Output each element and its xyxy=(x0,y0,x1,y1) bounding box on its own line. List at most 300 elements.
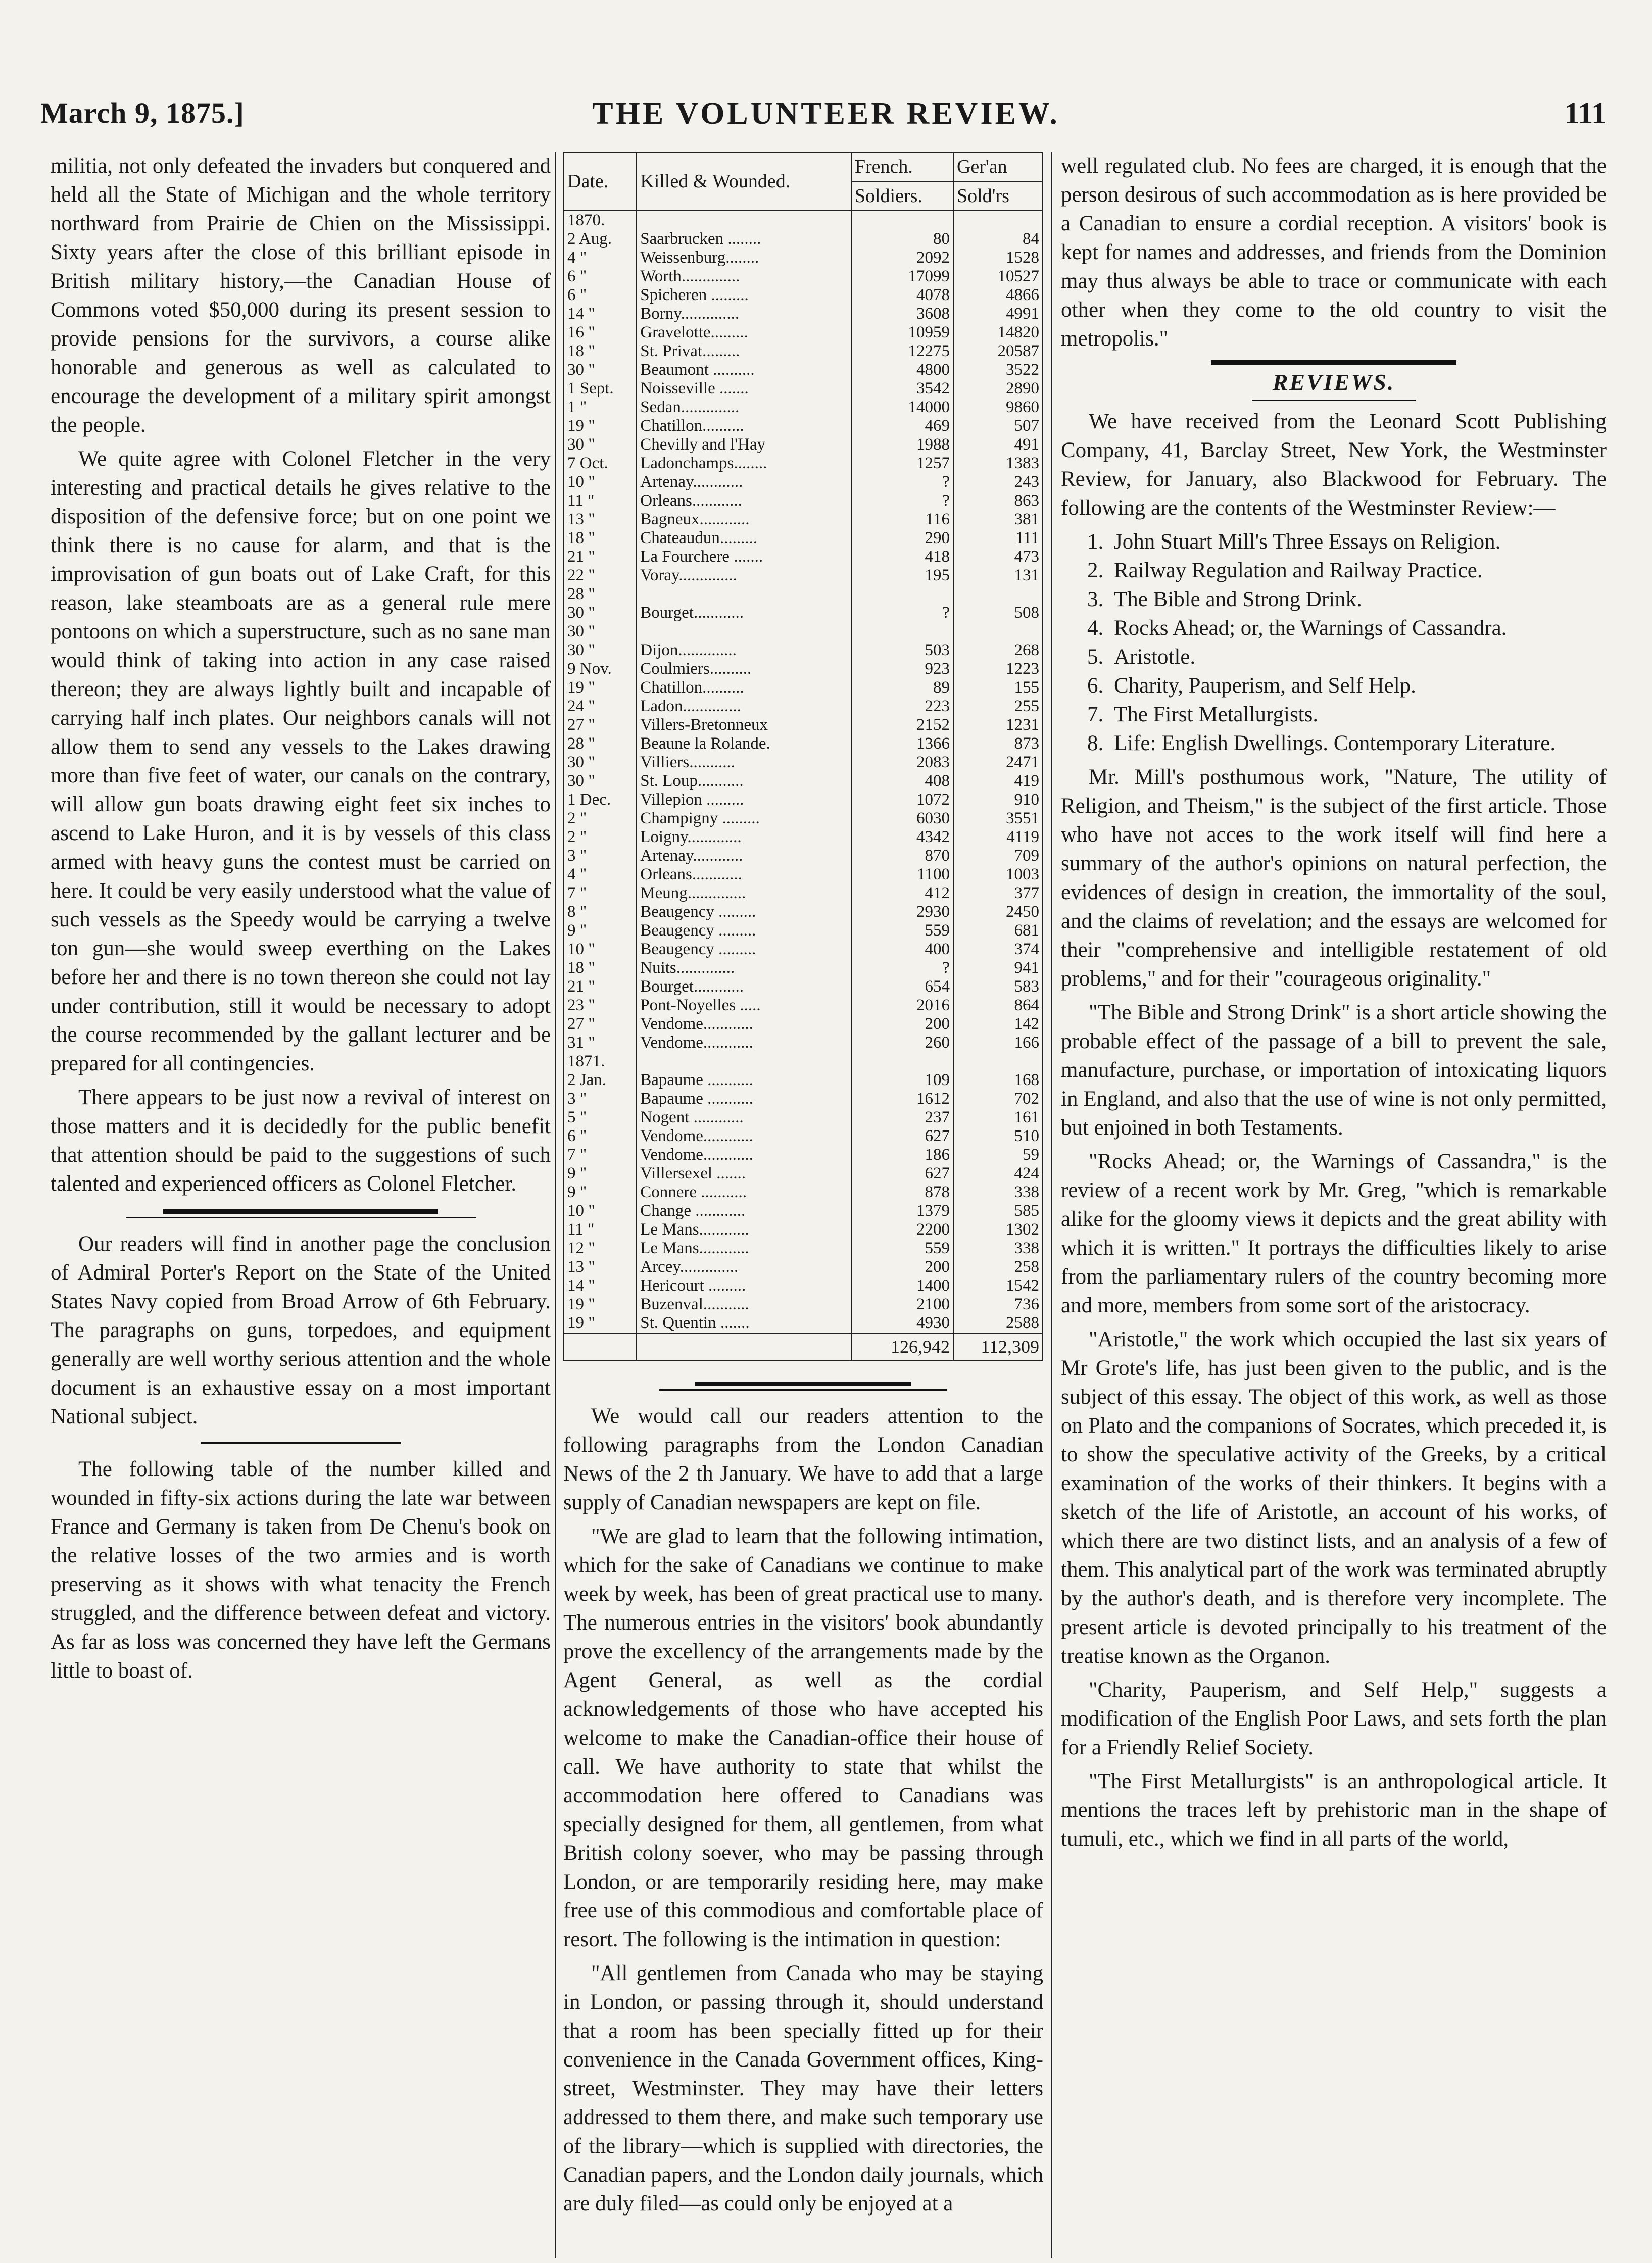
cell-place: Worth.............. xyxy=(637,267,851,286)
cell-date: 5 " xyxy=(564,1108,637,1127)
cell-place xyxy=(637,1052,851,1071)
cell-german: 168 xyxy=(953,1071,1043,1090)
cell-date: 9 Nov. xyxy=(564,660,637,678)
cell-place: Bapaume ........... xyxy=(637,1090,851,1108)
table-row xyxy=(564,529,1043,548)
section-rule xyxy=(51,1209,551,1218)
cell-french: 1366 xyxy=(851,734,953,753)
cell-german: 2471 xyxy=(953,753,1043,772)
cell-place: Borny.............. xyxy=(637,305,851,323)
cell-place: Villepion ......... xyxy=(637,791,851,809)
cell-place xyxy=(637,585,851,604)
cell-german: 10527 xyxy=(953,267,1043,286)
cell-place: Nuits.............. xyxy=(637,959,851,977)
cell-german: 111 xyxy=(953,529,1043,548)
paragraph: "All gentlemen from Canada who may be staying in London, or passing through it, should understand that a room has been specially fitted up for their convenience in the Canada Government offices, King-street, Westminster. They may have their letters addressed to them there, and make such temporary use of the library—which is supplied with directories, the Canadian papers, and the London daily journals, which are duly filed—as could only be enjoyed at a xyxy=(563,1961,1043,2216)
cell-french: 1100 xyxy=(851,865,953,884)
cell-french: 559 xyxy=(851,1239,953,1258)
cell-place: Vendome............ xyxy=(637,1034,851,1052)
table-row xyxy=(564,678,1043,697)
cell-place: Connere ........... xyxy=(637,1183,851,1202)
cell-place: Le Mans............ xyxy=(637,1220,851,1239)
cell-french: 1379 xyxy=(851,1202,953,1220)
cell-french: 418 xyxy=(851,548,953,566)
table-row xyxy=(564,230,1043,249)
cell-german: 166 xyxy=(953,1034,1043,1052)
cell-french: 408 xyxy=(851,772,953,791)
table-row xyxy=(564,211,1043,230)
cell-german: 131 xyxy=(953,566,1043,585)
page-number: 111 xyxy=(1564,96,1607,130)
cell-german: 161 xyxy=(953,1108,1043,1127)
cell-date: 1 Dec. xyxy=(564,791,637,809)
paragraph: "Rocks Ahead; or, the Warnings of Cassandra," is the review of a recent work by Mr. Greg, "which is remarkable alike for the gloomy views it depicts and the great ability with which it is written." It portrays the difficulties likely to arise from the parliamentary rulers of the country becoming more and more, members from some sort of the aristocracy. xyxy=(1061,1150,1607,1317)
cell-french: 400 xyxy=(851,940,953,959)
cell-place: Artenay............ xyxy=(637,847,851,865)
cell-place: Sedan.............. xyxy=(637,398,851,417)
cell-german: 864 xyxy=(953,996,1043,1015)
cell-german: 377 xyxy=(953,884,1043,903)
cell-french: 2016 xyxy=(851,996,953,1015)
cell-german: 2588 xyxy=(953,1314,1043,1333)
table-row xyxy=(564,1127,1043,1146)
cell-french: 260 xyxy=(851,1034,953,1052)
cell-date: 30 " xyxy=(564,641,637,660)
cell-place: Weissenburg........ xyxy=(637,249,851,267)
column-divider xyxy=(1051,152,1052,2258)
table-row xyxy=(564,1295,1043,1314)
newspaper-title: THE VOLUNTEER REVIEW. xyxy=(592,96,1060,131)
cell-german: 709 xyxy=(953,847,1043,865)
cell-place: Nogent ............ xyxy=(637,1108,851,1127)
table-row xyxy=(564,323,1043,342)
cell-french: 2152 xyxy=(851,716,953,734)
table-row xyxy=(564,342,1043,361)
cell-french: 412 xyxy=(851,884,953,903)
cell-german: 4866 xyxy=(953,286,1043,305)
cell-german: 142 xyxy=(953,1015,1043,1034)
cell-date: 2 " xyxy=(564,828,637,847)
cell-date: 16 " xyxy=(564,323,637,342)
table-row xyxy=(564,959,1043,977)
cell-date: 10 " xyxy=(564,940,637,959)
cell-place: Villiers........... xyxy=(637,753,851,772)
cell-french: 12275 xyxy=(851,342,953,361)
table-row xyxy=(564,1314,1043,1333)
column-2 xyxy=(563,152,1043,2223)
cell-date: 3 " xyxy=(564,1090,637,1108)
cell-german: 3551 xyxy=(953,809,1043,828)
cell-place: Bagneux............ xyxy=(637,510,851,529)
cell-date: 19 " xyxy=(564,417,637,435)
cell-french: 116 xyxy=(851,510,953,529)
cell-place: Loigny............. xyxy=(637,828,851,847)
cell-date: 4 " xyxy=(564,865,637,884)
cell-german: 873 xyxy=(953,734,1043,753)
cell-french: 200 xyxy=(851,1015,953,1034)
table-row xyxy=(564,1090,1043,1108)
cell-date: 9 " xyxy=(564,1164,637,1183)
paragraph: Our readers will find in another page the conclusion of Admiral Porter's Report on the State of the United States Navy copied from Broad Arrow of 6th February. The paragraphs on guns, torpedoes, and equipment generally are well worthy serious attention and the whole document is an exhaustive essay on a most important National subject. xyxy=(51,1232,551,1429)
cell-german: 736 xyxy=(953,1295,1043,1314)
cell-date: 7 " xyxy=(564,1146,637,1164)
table-row xyxy=(564,1164,1043,1183)
cell-date: 18 " xyxy=(564,959,637,977)
masthead xyxy=(40,96,1612,152)
cell-french: 200 xyxy=(851,1258,953,1276)
cell-date: 7 Oct. xyxy=(564,454,637,473)
column-3 xyxy=(1061,152,1607,1858)
cell-french: 17099 xyxy=(851,267,953,286)
cell-date: 19 " xyxy=(564,1295,637,1314)
cell-french: 2083 xyxy=(851,753,953,772)
cell-date: 24 " xyxy=(564,697,637,716)
cell-german: 491 xyxy=(953,435,1043,454)
cell-german: 702 xyxy=(953,1090,1043,1108)
table-row xyxy=(564,491,1043,510)
cell-german: 3522 xyxy=(953,361,1043,379)
cell-french: 627 xyxy=(851,1127,953,1146)
cell-german: 258 xyxy=(953,1258,1043,1276)
cell-german: 508 xyxy=(953,604,1043,622)
table-row xyxy=(564,286,1043,305)
cell-date: 19 " xyxy=(564,678,637,697)
cell-place: Bapaume ........... xyxy=(637,1071,851,1090)
table-row xyxy=(564,734,1043,753)
cell-place xyxy=(637,211,851,230)
paragraph: The following table of the number killed and wounded in fifty-six actions during the late war between France and Germany is taken from De Chenu's book on the relative losses of the two armies and is worth preserving as it shows with what tenacity the French struggled, and the difference between defeat and victory. As far as loss was concerned they have left the Germans little to boast of. xyxy=(51,1457,551,1683)
cell-date: 21 " xyxy=(564,977,637,996)
cell-date: 10 " xyxy=(564,473,637,491)
cell-french: 4930 xyxy=(851,1314,953,1333)
cell-french: 2092 xyxy=(851,249,953,267)
cell-french: 1612 xyxy=(851,1090,953,1108)
cell-french: 89 xyxy=(851,678,953,697)
cell-german: 59 xyxy=(953,1146,1043,1164)
table-row xyxy=(564,305,1043,323)
cell-french: 2100 xyxy=(851,1295,953,1314)
list-item: 8. Life: English Dwellings. Contemporary Literature. xyxy=(1109,729,1607,758)
cell-place: Meung.............. xyxy=(637,884,851,903)
cell-german: 863 xyxy=(953,491,1043,510)
cell-french: 290 xyxy=(851,529,953,548)
cell-german: 910 xyxy=(953,791,1043,809)
section-rule xyxy=(51,1442,551,1444)
list-item: 4. Rocks Ahead; or, the Warnings of Cassandra. xyxy=(1109,614,1607,643)
list-item: 5. Aristotle. xyxy=(1109,643,1607,671)
cell-date: 30 " xyxy=(564,772,637,791)
cell-german: 4119 xyxy=(953,828,1043,847)
cell-french: 878 xyxy=(851,1183,953,1202)
cell-place: St. Privat......... xyxy=(637,342,851,361)
cell-place: Le Mans............ xyxy=(637,1239,851,1258)
cell-place: Chatillon.......... xyxy=(637,678,851,697)
table-row xyxy=(564,1202,1043,1220)
table-row xyxy=(564,641,1043,660)
cell-german: 268 xyxy=(953,641,1043,660)
cell-date: 8 " xyxy=(564,903,637,921)
cell-place: Artenay............ xyxy=(637,473,851,491)
list-item: 1. John Stuart Mill's Three Essays on Religion. xyxy=(1109,527,1607,556)
table-row xyxy=(564,1146,1043,1164)
paragraph: well regulated club. No fees are charged, it is enough that the person desirous of such accommodation as is here provided be a Canadian to ensure a cordial reception. A visitors' book is kept for names and addresses, and friends from the Dominion may thus always be able to trace or communicate with each other when they come to the old country to visit the metropolis." xyxy=(1061,154,1607,351)
cell-french: 109 xyxy=(851,1071,953,1090)
cell-german: 20587 xyxy=(953,342,1043,361)
cell-french: 870 xyxy=(851,847,953,865)
cell-date: 2 Jan. xyxy=(564,1071,637,1090)
paragraph: There appears to be just now a revival of interest on those matters and it is decidedly for the public benefit that attention should be paid to the suggestions of such talented and experienced officers as Colonel Fletcher. xyxy=(51,1086,551,1196)
cell-date: 11 " xyxy=(564,1220,637,1239)
paragraph: We would call our readers attention to the following paragraphs from the London Canadian News of the 2 th January. We have to add that a large supply of Canadian newspapers are kept on file. xyxy=(563,1404,1043,1514)
cell-date: 23 " xyxy=(564,996,637,1015)
cell-french xyxy=(851,622,953,641)
cell-date: 28 " xyxy=(564,585,637,604)
cell-place: Beaugency ......... xyxy=(637,903,851,921)
cell-place: Beaugency ......... xyxy=(637,940,851,959)
table-row xyxy=(564,884,1043,903)
cell-german: 2890 xyxy=(953,379,1043,398)
cell-date: 31 " xyxy=(564,1034,637,1052)
cell-date: 13 " xyxy=(564,1258,637,1276)
cell-place xyxy=(637,1333,851,1361)
cell-place: Villers-Bretonneux xyxy=(637,716,851,734)
cell-german: 1528 xyxy=(953,249,1043,267)
cell-place: Beaumont .......... xyxy=(637,361,851,379)
cell-date: 18 " xyxy=(564,529,637,548)
table-row xyxy=(564,1015,1043,1034)
cell-french xyxy=(851,585,953,604)
cell-french: ? xyxy=(851,604,953,622)
cell-place: Chevilly and l'Hay xyxy=(637,435,851,454)
cell-place: Hericourt ......... xyxy=(637,1276,851,1295)
paragraph: We have received from the Leonard Scott Publishing Company, 41, Barclay Street, New York, the Westminster Review, for January, also Blackwood for February. The following are the contents of the Westminster Review:— xyxy=(1061,410,1607,520)
table-row xyxy=(564,772,1043,791)
cell-place: Vendome............ xyxy=(637,1146,851,1164)
cell-date: 11 " xyxy=(564,491,637,510)
column-divider xyxy=(555,152,556,2258)
cell-french: ? xyxy=(851,473,953,491)
cell-german: 338 xyxy=(953,1183,1043,1202)
cell-date: 13 " xyxy=(564,510,637,529)
table-row xyxy=(564,716,1043,734)
cell-date: 30 " xyxy=(564,361,637,379)
cell-date: 22 " xyxy=(564,566,637,585)
paragraph: "The Bible and Strong Drink" is a short article showing the probable effect of the passage of a bill to prevent the sale, manufacture, purchase, or importation of intoxicating liquors in England, and also that the use of wine is not only permitted, but enjoined in both Testaments. xyxy=(1061,1001,1607,1140)
cell-date: 2 Aug. xyxy=(564,230,637,249)
cell-french: 223 xyxy=(851,697,953,716)
cell-place: Voray.............. xyxy=(637,566,851,585)
header-french: French. xyxy=(851,152,953,181)
cell-place: Villersexel ....... xyxy=(637,1164,851,1183)
cell-french: 186 xyxy=(851,1146,953,1164)
cell-place: Change ............ xyxy=(637,1202,851,1220)
cell-place: Buzenval........... xyxy=(637,1295,851,1314)
cell-german: 4991 xyxy=(953,305,1043,323)
cell-place: Vendome............ xyxy=(637,1015,851,1034)
cell-german: 941 xyxy=(953,959,1043,977)
table-row xyxy=(564,249,1043,267)
table-row xyxy=(564,1071,1043,1090)
cell-place: Gravelotte......... xyxy=(637,323,851,342)
cell-french: 503 xyxy=(851,641,953,660)
table-row xyxy=(564,791,1043,809)
cell-date: 6 " xyxy=(564,286,637,305)
cell-french: 237 xyxy=(851,1108,953,1127)
paragraph: We quite agree with Colonel Fletcher in the very interesting and practical details he gives relative to the disposition of the defensive force; but on one point we think there is no cause for alarm, and that is the improvisation of gun boats out of Lake Craft, for this reason, lake steamboats are as a general rule mere pontoons on which a superstructure, such as no sane man would think of taking into action in any case raised thereon; they are always lightly built and incapable of carrying half inch plates. Our neighbors canals will not allow them to send any vessels to the Lakes drawing more than five feet of water, our canals on the contrary, will allow gun boats drawing eight feet six inches to ascend to Lake Huron, and it is by vessels of this class armed with heavy guns the contest must be carried on here. It could be very easily understood what the value of such vessels as the Speedy would be carrying a twelve ton gun—she would sweep everthing on the Lakes before her and there is no town thereon she could not lay under contribution, still it would be necessary to adopt the course recommended by the gallant lecturer and be prepared for all contingencies. xyxy=(51,447,551,1075)
cell-german: 510 xyxy=(953,1127,1043,1146)
cell-german: 338 xyxy=(953,1239,1043,1258)
cell-date: 30 " xyxy=(564,604,637,622)
cell-place xyxy=(637,622,851,641)
cell-place: Vendome............ xyxy=(637,1127,851,1146)
paragraph: "Aristotle," the work which occupied the last six years of Mr Grote's life, has just been given to the public, and is the subject of this essay. The object of this work, as well as those on Plato and the companions of Socrates, which preceded it, is to show the speculative activity of the Greeks, by a critical examination of the works of their thinkers. It begins with a sketch of the life of Aristotle, an account of his works, of which there are two distinct lists, and an analysis of a few of them. This analytical part of the work was terminated abruptly by the author's death, and is therefore very incomplete. The present article is devoted principally to his treatment of the treatise known as the Organon. xyxy=(1061,1327,1607,1668)
cell-german: 473 xyxy=(953,548,1043,566)
table-row xyxy=(564,604,1043,622)
cell-date: 7 " xyxy=(564,884,637,903)
list-item: 3. The Bible and Strong Drink. xyxy=(1109,585,1607,614)
table-row xyxy=(564,660,1043,678)
cell-french: 469 xyxy=(851,417,953,435)
cell-german xyxy=(953,622,1043,641)
cell-german: 84 xyxy=(953,230,1043,249)
cell-french: 14000 xyxy=(851,398,953,417)
table-row xyxy=(564,1108,1043,1127)
table-row xyxy=(564,996,1043,1015)
cell-date: 3 " xyxy=(564,847,637,865)
table-row xyxy=(564,903,1043,921)
cell-date: 27 " xyxy=(564,716,637,734)
section-rule xyxy=(563,1382,1043,1391)
cell-date: 9 " xyxy=(564,1183,637,1202)
cell-french: 4078 xyxy=(851,286,953,305)
cell-place: Chatillon.......... xyxy=(637,417,851,435)
cell-french: 3542 xyxy=(851,379,953,398)
issue-date: March 9, 1875.] xyxy=(40,96,245,129)
cell-date: 1870. xyxy=(564,211,637,230)
table-row xyxy=(564,267,1043,286)
cell-place: Ladon.............. xyxy=(637,697,851,716)
cell-date: 19 " xyxy=(564,1314,637,1333)
cell-place: Orleans............ xyxy=(637,865,851,884)
cell-date: 30 " xyxy=(564,435,637,454)
cell-german: 255 xyxy=(953,697,1043,716)
paragraph: "Charity, Pauperism, and Self Help," suggests a modification of the English Poor Laws, and sets forth the plan for a Friendly Relief Society. xyxy=(1061,1678,1607,1759)
cell-french: 4800 xyxy=(851,361,953,379)
paragraph: "We are glad to learn that the following intimation, which for the sake of Canadians we continue to make week by week, has been of great practical use to many. The numerous entries in the visitors' book abundantly prove the excellency of the arrangements made by the Agent General, as well as the cordial acknowledgements of those who have accepted his welcome to make the Canadian-office their house of call. We have authority to state that whilst the accommodation here offered to Canadians was specially designed for them, all gentlemen, from what British colony soever, who may be passing through London, or are temporarily residing here, may make free use of this commodious and comfortable place of resort. The following is the intimation in question: xyxy=(563,1524,1043,1951)
casualties-table xyxy=(563,152,1043,1361)
section-rule xyxy=(1061,360,1607,365)
review-contents-list xyxy=(1061,527,1607,758)
cell-german: 1542 xyxy=(953,1276,1043,1295)
cell-french: ? xyxy=(851,959,953,977)
cell-place: Champigny ......... xyxy=(637,809,851,828)
table-row xyxy=(564,566,1043,585)
list-item: 2. Railway Regulation and Railway Practice. xyxy=(1109,556,1607,585)
cell-german: 424 xyxy=(953,1164,1043,1183)
cell-place: Orleans............ xyxy=(637,491,851,510)
cell-german: 9860 xyxy=(953,398,1043,417)
cell-date: 6 " xyxy=(564,1127,637,1146)
list-item: 6. Charity, Pauperism, and Self Help. xyxy=(1109,671,1607,700)
cell-place: Arcey.............. xyxy=(637,1258,851,1276)
table-row xyxy=(564,1052,1043,1071)
table-row xyxy=(564,1183,1043,1202)
cell-date: 30 " xyxy=(564,753,637,772)
cell-date: 1 Sept. xyxy=(564,379,637,398)
cell-german: 243 xyxy=(953,473,1043,491)
cell-french: 1257 xyxy=(851,454,953,473)
table-row xyxy=(564,1239,1043,1258)
table-row xyxy=(564,622,1043,641)
cell-date: 1871. xyxy=(564,1052,637,1071)
cell-german: 1003 xyxy=(953,865,1043,884)
cell-place: Spicheren ......... xyxy=(637,286,851,305)
cell-german: 374 xyxy=(953,940,1043,959)
cell-german: 2450 xyxy=(953,903,1043,921)
cell-place: Beaune la Rolande. xyxy=(637,734,851,753)
cell-place: Beaugency ......... xyxy=(637,921,851,940)
reviews-heading: REVIEWS. xyxy=(1061,368,1607,401)
cell-place: Bourget............ xyxy=(637,604,851,622)
cell-french: 4342 xyxy=(851,828,953,847)
table-row xyxy=(564,1258,1043,1276)
cell-place: Ladonchamps........ xyxy=(637,454,851,473)
table-row xyxy=(564,865,1043,884)
table-total-row xyxy=(564,1333,1043,1361)
cell-date xyxy=(564,1333,637,1361)
paragraph: militia, not only defeated the invaders but conquered and held all the State of Michigan and the whole territory northward from Prairie de Chien on the Mississippi. Sixty years after the close of this brilliant episode in British military history,—the Canadian House of Commons voted $50,000 during its present session to provide pensions for the survivors, a course alike honorable and generous as well as calculated to encourage the development of a military spirit amongst the people. xyxy=(51,154,551,437)
header-german-soldiers: Sold'rs xyxy=(953,181,1043,211)
header-german: Ger'an xyxy=(953,152,1043,181)
cell-french: 2200 xyxy=(851,1220,953,1239)
cell-date: 30 " xyxy=(564,622,637,641)
table-row xyxy=(564,417,1043,435)
cell-date: 12 " xyxy=(564,1239,637,1258)
cell-date: 27 " xyxy=(564,1015,637,1034)
header-place: Killed & Wounded. xyxy=(637,152,851,211)
table-row xyxy=(564,753,1043,772)
table-row xyxy=(564,977,1043,996)
table-row xyxy=(564,454,1043,473)
table-row xyxy=(564,1276,1043,1295)
cell-place: Coulmiers.......... xyxy=(637,660,851,678)
cell-date: 21 " xyxy=(564,548,637,566)
cell-german: 1231 xyxy=(953,716,1043,734)
cell-german xyxy=(953,585,1043,604)
cell-french: 923 xyxy=(851,660,953,678)
cell-french: 10959 xyxy=(851,323,953,342)
table-row xyxy=(564,510,1043,529)
cell-date: 18 " xyxy=(564,342,637,361)
cell-french: 1072 xyxy=(851,791,953,809)
cell-place: Saarbrucken ........ xyxy=(637,230,851,249)
table-row xyxy=(564,847,1043,865)
cell-german: 585 xyxy=(953,1202,1043,1220)
cell-french: 1400 xyxy=(851,1276,953,1295)
table-row xyxy=(564,940,1043,959)
header-french-soldiers: Soldiers. xyxy=(851,181,953,211)
table-row xyxy=(564,585,1043,604)
cell-place: St. Quentin ....... xyxy=(637,1314,851,1333)
table-row xyxy=(564,1220,1043,1239)
cell-german: 155 xyxy=(953,678,1043,697)
table-row xyxy=(564,361,1043,379)
cell-french: 3608 xyxy=(851,305,953,323)
table-row xyxy=(564,921,1043,940)
cell-date: 14 " xyxy=(564,305,637,323)
cell-place: La Fourchere ....... xyxy=(637,548,851,566)
table-row xyxy=(564,435,1043,454)
